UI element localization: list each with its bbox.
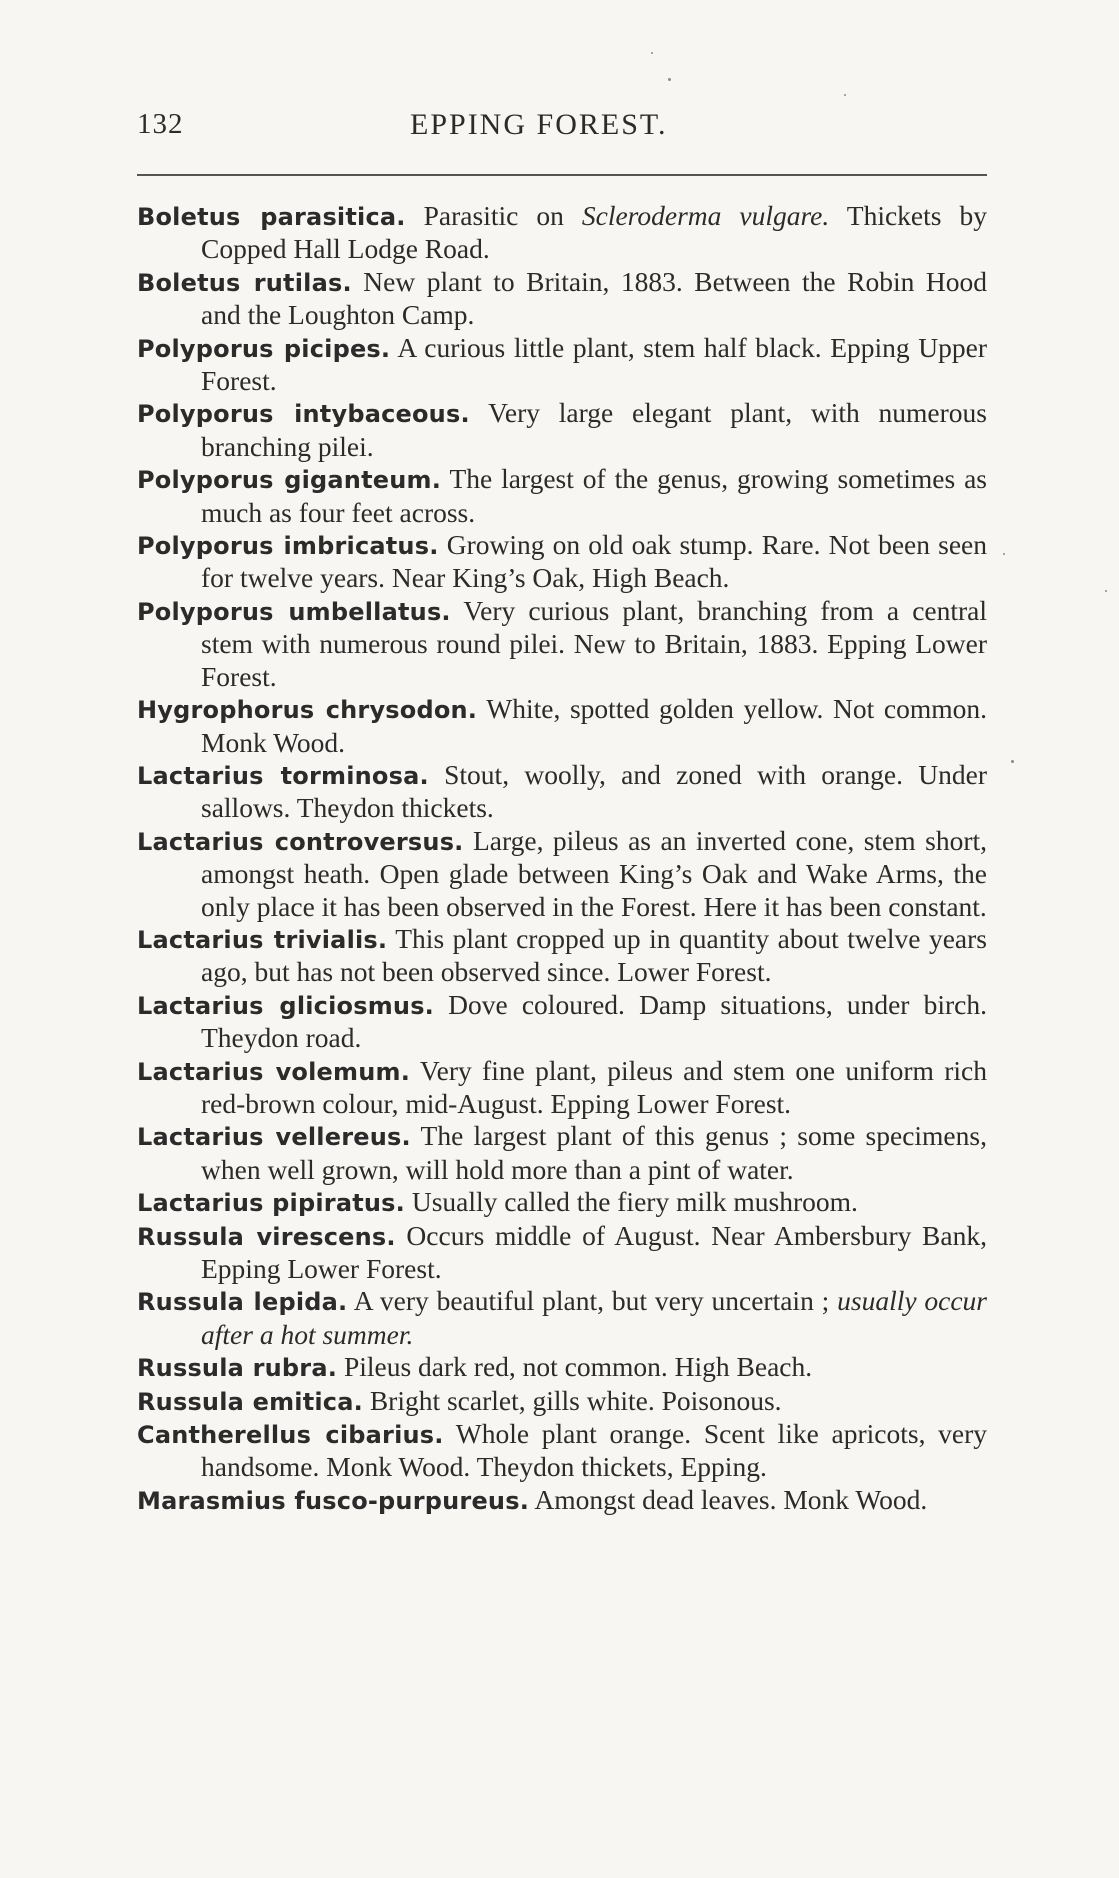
species-entry	[137, 397, 987, 463]
species-name: Lactarius pipiratus.	[137, 1189, 405, 1218]
paper-speck	[1003, 553, 1005, 555]
species-description: Growing on old oak stump. Rare. Not been seen for twelve years. Near King’s Oak, High Beach.	[201, 529, 987, 594]
species-entry	[137, 1385, 987, 1418]
header-rule	[137, 174, 987, 176]
species-entry	[137, 923, 987, 989]
species-entry	[137, 1418, 987, 1484]
species-entry	[137, 693, 987, 759]
species-description-italic: Scleroderma vulgare.	[581, 200, 830, 231]
species-name: Polyporus giganteum.	[137, 466, 442, 495]
species-name: Russula virescens.	[137, 1222, 396, 1251]
species-entry	[137, 1186, 987, 1219]
species-name: Hygrophorus chrysodon.	[137, 696, 478, 725]
species-description-italic: usually occur after a hot summer.	[201, 1285, 988, 1350]
page-number: 132	[137, 108, 184, 140]
species-description: Amongst dead leaves. Monk Wood.	[534, 1483, 928, 1515]
running-title: EPPING FOREST.	[410, 108, 668, 141]
species-description: Whole plant orange. Scent like apricots, very handsome. Monk Wood. Theydon thickets, Epping.	[201, 1418, 987, 1483]
species-name: Cantherellus cibarius.	[137, 1421, 444, 1450]
species-entry	[137, 529, 987, 595]
species-description: The largest plant of this genus ; some specimens, when well grown, will hold more than a pint of water.	[201, 1120, 987, 1185]
species-entry	[137, 759, 987, 825]
species-name: Lactarius vellereus.	[137, 1123, 411, 1152]
species-entry	[137, 463, 987, 529]
species-name: Boletus parasitica.	[137, 203, 406, 231]
paper-speck	[668, 78, 671, 81]
species-description: Usually called the fiery milk mushroom.	[411, 1186, 858, 1218]
species-description: White, spotted golden yellow. Not common. Monk Wood.	[201, 693, 987, 758]
species-description: Parasitic on	[423, 200, 582, 231]
species-name: Russula emitica.	[137, 1387, 363, 1416]
species-description: Very curious plant, branching from a central stem with numerous round pilei. New to Britain, 1883. Epping Lower Forest.	[201, 594, 987, 692]
species-name: Polyporus umbellatus.	[137, 597, 451, 626]
paper-speck	[1105, 590, 1107, 592]
paper-speck	[651, 52, 653, 54]
species-description: Stout, woolly, and zoned with orange. Under sallows. Theydon thickets.	[201, 758, 988, 824]
species-description: Bright scarlet, gills white. Poisonous.	[369, 1384, 782, 1416]
species-description: Very large elegant plant, with numerous branching pilei.	[201, 397, 987, 462]
species-description: A very beautiful plant, but very uncertain ;	[353, 1285, 838, 1317]
species-description: Dove coloured. Damp situations, under birch. Theydon road.	[201, 988, 987, 1054]
species-name: Russula lepida.	[137, 1288, 348, 1317]
species-description: Pileus dark red, not common. High Beach.	[343, 1351, 813, 1383]
species-entry	[137, 200, 987, 266]
species-name: Boletus rutilas.	[137, 268, 352, 297]
species-entry	[137, 989, 987, 1055]
species-description: New plant to Britain, 1883. Between the Robin Hood and the Loughton Camp.	[201, 265, 987, 331]
paper-speck	[844, 94, 846, 96]
species-list	[137, 200, 987, 1517]
species-description: The largest of the genus, growing sometimes as much as four feet across.	[201, 463, 987, 528]
species-entry	[137, 1351, 987, 1384]
species-name: Lactarius volemum.	[137, 1057, 411, 1086]
species-entry	[137, 266, 987, 332]
species-description: Very fine plant, pileus and stem one uniform rich red-brown colour, mid-August. Epping Lower Forest.	[201, 1054, 987, 1119]
species-description: This plant cropped up in quantity about twelve years ago, but has not been observed since. Lower Forest.	[201, 922, 987, 988]
species-entry	[137, 1484, 987, 1517]
species-description-cont: Thickets by Copped Hall Lodge Road.	[201, 200, 988, 265]
species-description: Occurs middle of August. Near Ambersbury Bank, Epping Lower Forest.	[201, 1219, 987, 1284]
species-entry	[137, 1220, 987, 1286]
species-name: Lactarius trivialis.	[137, 925, 388, 954]
species-description: Large, pileus as an inverted cone, stem short, amongst heath. Open glade between King’s Oak and Wake Arms, the only place it has been observed in the Forest. Here it has been constant.	[201, 824, 987, 922]
species-name: Lactarius gliciosmus.	[137, 991, 434, 1020]
species-name: Polyporus intybaceous.	[137, 400, 470, 429]
species-name: Lactarius controversus.	[137, 827, 464, 856]
running-head	[137, 108, 987, 152]
species-description: A curious little plant, stem half black. Epping Upper Forest.	[201, 331, 988, 397]
species-name: Marasmius fusco-purpureus.	[137, 1486, 530, 1515]
species-entry	[137, 825, 987, 923]
species-entry	[137, 1120, 987, 1186]
species-name: Polyporus imbricatus.	[137, 532, 439, 561]
species-name: Lactarius torminosa.	[137, 761, 429, 790]
species-entry	[137, 595, 987, 693]
species-entry	[137, 332, 987, 398]
species-entry	[137, 1285, 987, 1351]
species-name: Polyporus picipes.	[137, 334, 391, 363]
species-name: Russula rubra.	[137, 1354, 338, 1383]
species-entry	[137, 1055, 987, 1121]
paper-speck	[1011, 760, 1014, 763]
